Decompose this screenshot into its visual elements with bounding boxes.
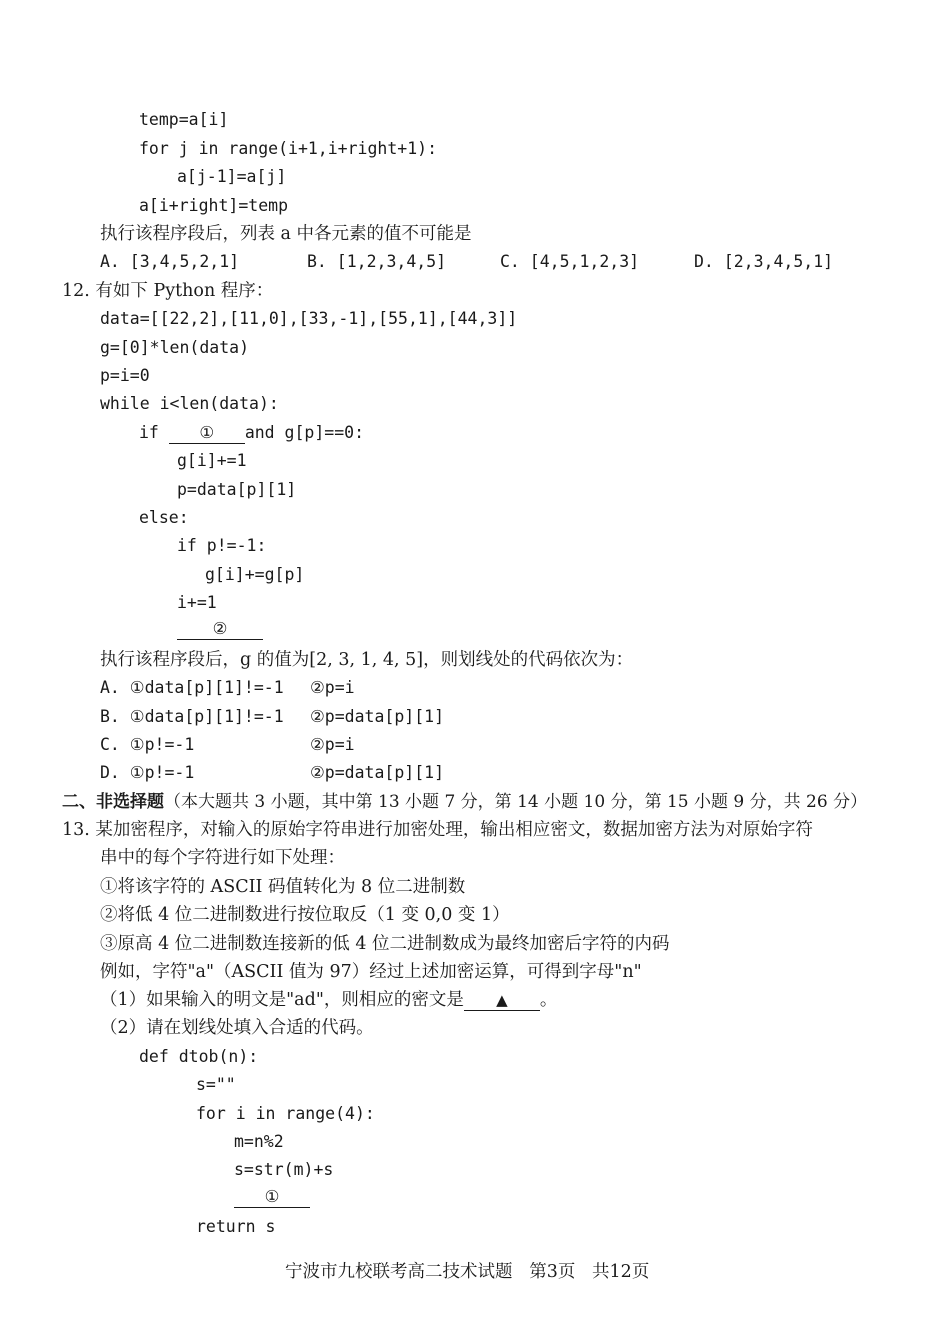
q13-code-blank-line xyxy=(234,1185,310,1209)
section-2-header xyxy=(62,790,867,814)
q12-code-line-2: g=[0]*len(data) xyxy=(100,338,250,357)
footer-title: 宁波市九校联考高二技术试题 xyxy=(285,1262,513,1282)
q13-code-line-5: s=str(m)+s xyxy=(234,1160,334,1179)
q12-stem: 执行该程序段后，g 的值为[2, 3, 1, 4, 5]，则划线处的代码依次为： xyxy=(100,650,634,670)
q13-code-line-2: s="" xyxy=(196,1075,236,1094)
q12-code-line-4: while i<len(data): xyxy=(100,394,279,413)
q11-option-b: B. [1,2,3,4,5] xyxy=(307,252,447,271)
q11-code-line-1: temp=a[i] xyxy=(139,110,229,129)
q12-option-a-part2: ②p=i xyxy=(310,678,355,697)
q13-sub-question-1 xyxy=(100,988,557,1012)
q13-code-line-4: m=n%2 xyxy=(234,1132,284,1151)
section-2-note: （本大题共 3 小题，其中第 13 小题 7 分，第 14 小题 10 分，第 15 小题 9 分，共 26 分） xyxy=(164,792,868,812)
q12-code-blank-line xyxy=(177,617,263,641)
q13-sub-question-2: （2）请在划线处填入合适的代码。 xyxy=(100,1018,374,1038)
q12-option-d-part2: ②p=data[p][1] xyxy=(310,763,444,782)
q12-blank-2: ② xyxy=(177,619,263,640)
q12-option-d-part1: D. ①p!=-1 xyxy=(100,763,195,782)
q12-code-line-7: p=data[p][1] xyxy=(177,480,297,499)
section-2-heading: 二、非选择题 xyxy=(62,792,164,812)
q13-code-line-7: return s xyxy=(196,1217,276,1236)
q13-blank-1: ① xyxy=(234,1187,310,1208)
q13-sub1-answer-blank: ▲ xyxy=(464,990,540,1011)
q12-option-c-part1: C. ①p!=-1 xyxy=(100,735,195,754)
q12-code-line-3: p=i=0 xyxy=(100,366,150,385)
q12-code-if-line xyxy=(139,421,364,445)
q11-code-line-4: a[i+right]=temp xyxy=(139,196,289,215)
q13-sub1-period: 。 xyxy=(539,990,558,1010)
q13-example: 例如，字符"a"（ASCII 值为 97）经过上述加密运算，可得到字母"n" xyxy=(100,962,642,982)
q11-option-d: D. [2,3,4,5,1] xyxy=(694,252,834,271)
footer-total-pages: 共12页 xyxy=(592,1262,650,1282)
q12-code-line-8: else: xyxy=(139,508,189,527)
q11-code-line-3: a[j-1]=a[j] xyxy=(177,167,287,186)
q12-code-line-10: g[i]+=g[p] xyxy=(205,565,305,584)
page-footer xyxy=(285,1260,649,1284)
q11-option-c: C. [4,5,1,2,3] xyxy=(500,252,640,271)
q11-code-line-2: for j in range(i+1,i+right+1): xyxy=(139,139,438,158)
q13-sub1-text: （1）如果输入的明文是"ad"，则相应的密文是 xyxy=(100,990,464,1010)
q13-code-line-1: def dtob(n): xyxy=(139,1047,259,1066)
q12-if-keyword: if xyxy=(139,423,169,442)
footer-page-number: 第3页 xyxy=(529,1262,576,1282)
q12-code-line-11: i+=1 xyxy=(177,593,217,612)
q12-blank-1: ① xyxy=(169,423,245,444)
q13-stem-line-1: 13. 某加密程序，对输入的原始字符串进行加密处理，输出相应密文，数据加密方法为对原始字符 xyxy=(62,820,813,840)
q12-code-line-1: data=[[22,2],[11,0],[33,-1],[55,1],[44,3]] xyxy=(100,309,518,328)
q12-option-b-part2: ②p=data[p][1] xyxy=(310,707,444,726)
q12-option-c-part2: ②p=i xyxy=(310,735,355,754)
q11-stem: 执行该程序段后，列表 a 中各元素的值不可能是 xyxy=(100,224,472,244)
q12-code-line-6: g[i]+=1 xyxy=(177,451,247,470)
q13-step-1: ①将该字符的 ASCII 码值转化为 8 位二进制数 xyxy=(100,877,466,897)
q11-option-a: A. [3,4,5,2,1] xyxy=(100,252,240,271)
q12-title: 12. 有如下 Python 程序： xyxy=(62,281,274,301)
q12-code-line-9: if p!=-1: xyxy=(177,536,267,555)
q12-if-condition-rest: and g[p]==0: xyxy=(244,423,365,442)
q13-stem-line-2: 串中的每个字符进行如下处理： xyxy=(100,848,345,868)
q12-option-a-part1: A. ①data[p][1]!=-1 xyxy=(100,678,284,697)
q13-code-line-3: for i in range(4): xyxy=(196,1104,375,1123)
q12-option-b-part1: B. ①data[p][1]!=-1 xyxy=(100,707,284,726)
q13-step-3: ③原高 4 位二进制数连接新的低 4 位二进制数成为最终加密后字符的内码 xyxy=(100,934,670,954)
q13-step-2: ②将低 4 位二进制数进行按位取反（1 变 0,0 变 1） xyxy=(100,905,510,925)
